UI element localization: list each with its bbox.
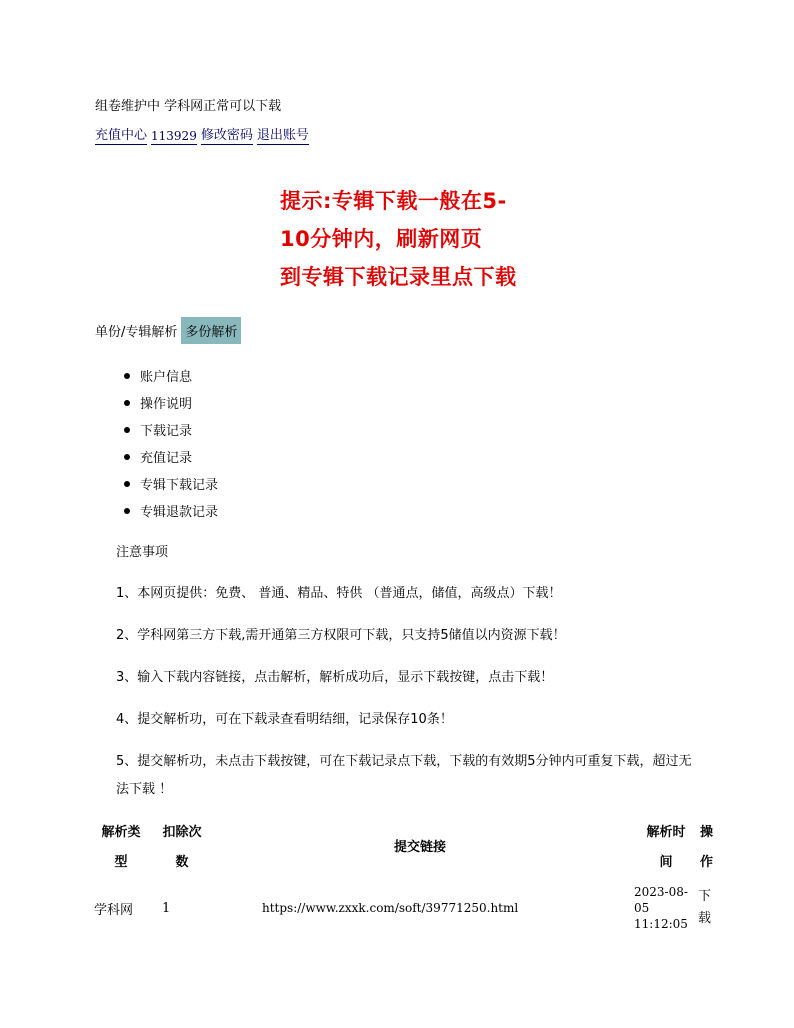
logout-link[interactable]: 退出账号 (257, 124, 309, 145)
tip-line-1: 提示:专辑下载一般在5- (280, 189, 507, 213)
table-header-row (90, 818, 722, 878)
menu-item-album-download-records[interactable] (124, 470, 218, 497)
tab-multi-parse[interactable]: 多份解析 (181, 317, 241, 344)
menu-item-account-info[interactable] (124, 362, 218, 389)
column-header-type: 解析类型 (101, 825, 141, 870)
note-item: 5、提交解析功，未点击下载按键，可在下载记录点下载，下载的有效期5分钟内可重复下载，超过无法下载 ！ (116, 754, 692, 797)
maintenance-notice: 组卷维护中 学科网正常可以下载 (95, 99, 282, 114)
menu-item-album-refund-records[interactable] (124, 497, 218, 524)
bullet-icon (124, 481, 130, 487)
tip-line-3: 到专辑下载记录里点下载 (280, 265, 517, 289)
cell-time: 2023-08-05 11:12:05 (634, 885, 688, 931)
note-item: 1、本网页提供：免费、 普通、精品、特供 （普通点，储值，高级点）下载！ (116, 586, 562, 601)
note-item: 3、输入下载内容链接，点击解析，解析成功后，显示下载按键，点击下载！ (116, 670, 554, 685)
menu-item-label: 专辑退款记录 (140, 505, 219, 520)
note-item: 4、提交解析功，可在下载录查看明结细，记录保存10条！ (116, 712, 453, 727)
cell-deduct: 1 (162, 900, 171, 916)
bullet-icon (124, 508, 130, 514)
bullet-icon (124, 373, 130, 379)
cell-type: 学科网 (94, 902, 134, 918)
records-table (90, 818, 722, 938)
cell-link: https://www.zxxk.com/soft/39771250.html (262, 901, 519, 915)
bullet-icon (124, 454, 130, 460)
recharge-center-link[interactable]: 充值中心 (95, 124, 147, 145)
menu-item-recharge-records[interactable] (124, 443, 218, 470)
bullet-icon (124, 400, 130, 406)
column-header-time: 解析时间 (646, 825, 686, 870)
menu-item-download-records[interactable] (124, 416, 218, 443)
column-header-deduct: 扣除次数 (162, 825, 202, 870)
change-password-link[interactable]: 修改密码 (201, 124, 253, 145)
parse-mode-tabs (95, 317, 241, 344)
menu-item-label: 账户信息 (140, 370, 193, 385)
account-menu (124, 362, 218, 524)
user-id-link[interactable]: 113929 (151, 129, 197, 143)
menu-item-label: 专辑下载记录 (140, 478, 219, 493)
tip-line-2: 10分钟内，刷新网页 (280, 227, 483, 251)
tab-single-parse[interactable]: 单份/专辑解析 (95, 325, 178, 340)
menu-item-instructions[interactable] (124, 389, 218, 416)
download-action-button[interactable]: 下载 (698, 889, 712, 926)
notes-heading: 注意事项 (116, 545, 169, 560)
column-header-action: 操作 (700, 825, 714, 870)
table-row (90, 878, 722, 938)
note-item: 2、学科网第三方下载,需开通第三方权限可下载，只支持5储值以内资源下载！ (116, 628, 566, 643)
menu-item-label: 操作说明 (140, 397, 193, 412)
bullet-icon (124, 427, 130, 433)
top-links (95, 124, 309, 145)
menu-item-label: 下载记录 (140, 424, 193, 439)
download-tip (280, 182, 580, 296)
column-header-link: 提交链接 (393, 840, 446, 855)
menu-item-label: 充值记录 (140, 451, 193, 466)
